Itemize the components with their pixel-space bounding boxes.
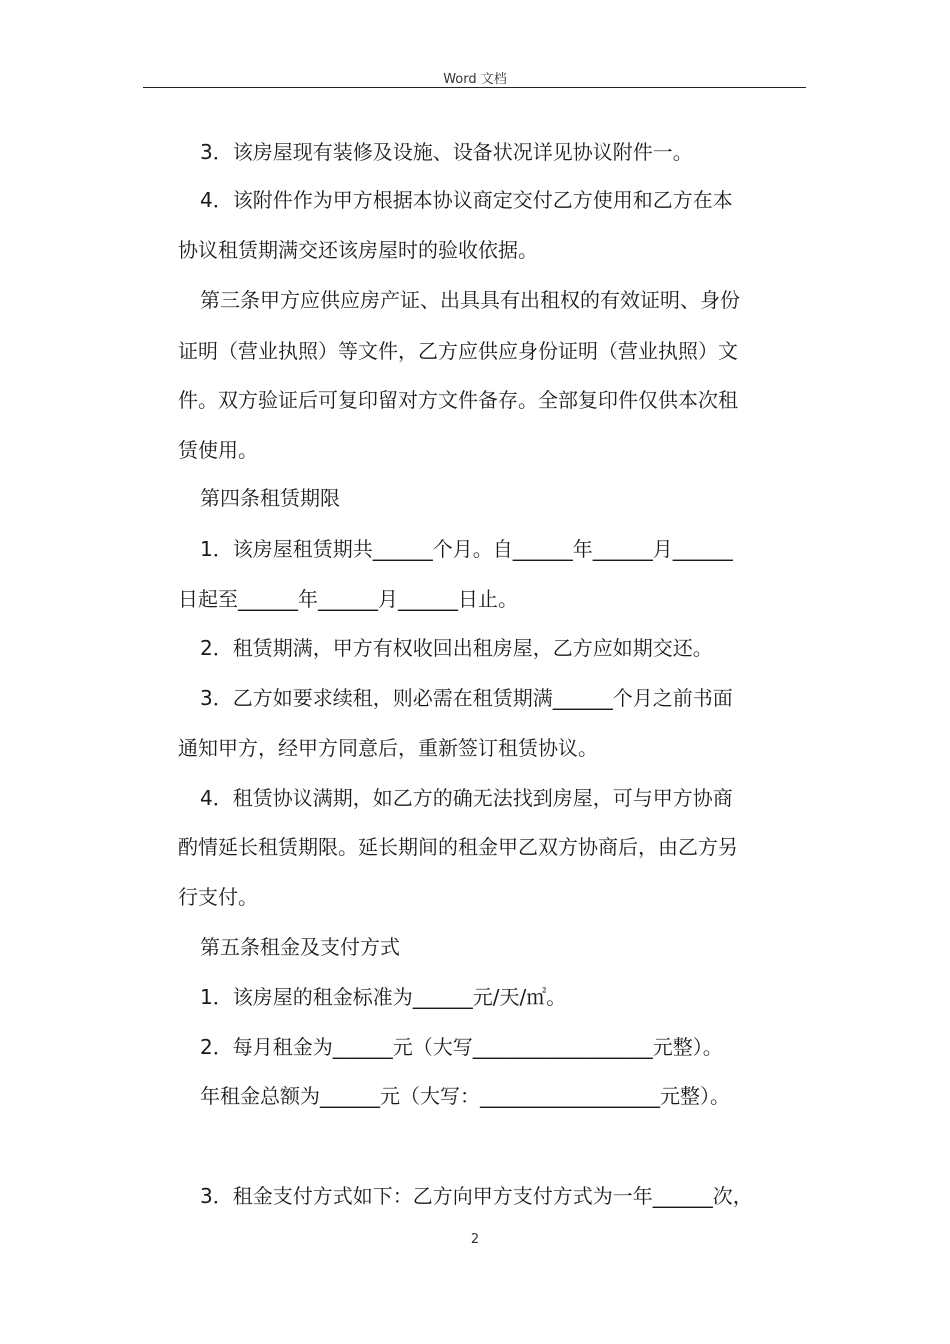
- page-header-title: Word 文档: [443, 72, 507, 87]
- paragraph-line: 2．租赁期满，甲方有权收回出租房屋，乙方应如期交还。: [200, 636, 713, 660]
- paragraph-line: 2．每月租金为______元（大写__________________元整）。: [200, 1035, 723, 1059]
- paragraph-line: 3．该房屋现有装修及设施、设备状况详见协议附件一。: [200, 140, 693, 164]
- page-number: 2: [470, 1232, 480, 1247]
- paragraph-line: 4．租赁协议满期，如乙方的确无法找到房屋，可与甲方协商: [200, 786, 733, 810]
- paragraph-line: 行支付。: [178, 885, 258, 909]
- paragraph-line: 3．乙方如要求续租，则必需在租赁期满______个月之前书面: [200, 686, 733, 710]
- paragraph-line: 年租金总额为______元（大写：__________________元整）。: [200, 1084, 730, 1108]
- paragraph-line: 证明（营业执照）等文件，乙方应供应身份证明（营业执照）文: [178, 339, 738, 363]
- section-heading: 第五条租金及支付方式: [200, 935, 400, 959]
- paragraph-line: 1．该房屋租赁期共______个月。自______年______月______: [200, 537, 733, 561]
- paragraph-line: 3．租金支付方式如下：乙方向甲方支付方式为一年______次，: [200, 1184, 753, 1208]
- paragraph-line: 件。双方验证后可复印留对方文件备存。全部复印件仅供本次租: [178, 388, 738, 412]
- paragraph-line: 赁使用。: [178, 438, 258, 462]
- paragraph-line: 日起至______年______月______日止。: [178, 587, 518, 611]
- paragraph-line: 协议租赁期满交还该房屋时的验收依据。: [178, 238, 538, 262]
- paragraph-line: 通知甲方，经甲方同意后，重新签订租赁协议。: [178, 736, 598, 760]
- section-heading: 第四条租赁期限: [200, 486, 340, 510]
- paragraph-line: 第三条甲方应供应房产证、出具具有出租权的有效证明、身份: [200, 288, 740, 312]
- paragraph-line: 4．该附件作为甲方根据本协议商定交付乙方使用和乙方在本: [200, 188, 733, 212]
- header-divider: [143, 87, 806, 88]
- paragraph-line: 酌情延长租赁期限。延长期间的租金甲乙双方协商后，由乙方另: [178, 835, 738, 859]
- paragraph-line: 1．该房屋的租金标准为______元/天/㎡。: [200, 985, 567, 1009]
